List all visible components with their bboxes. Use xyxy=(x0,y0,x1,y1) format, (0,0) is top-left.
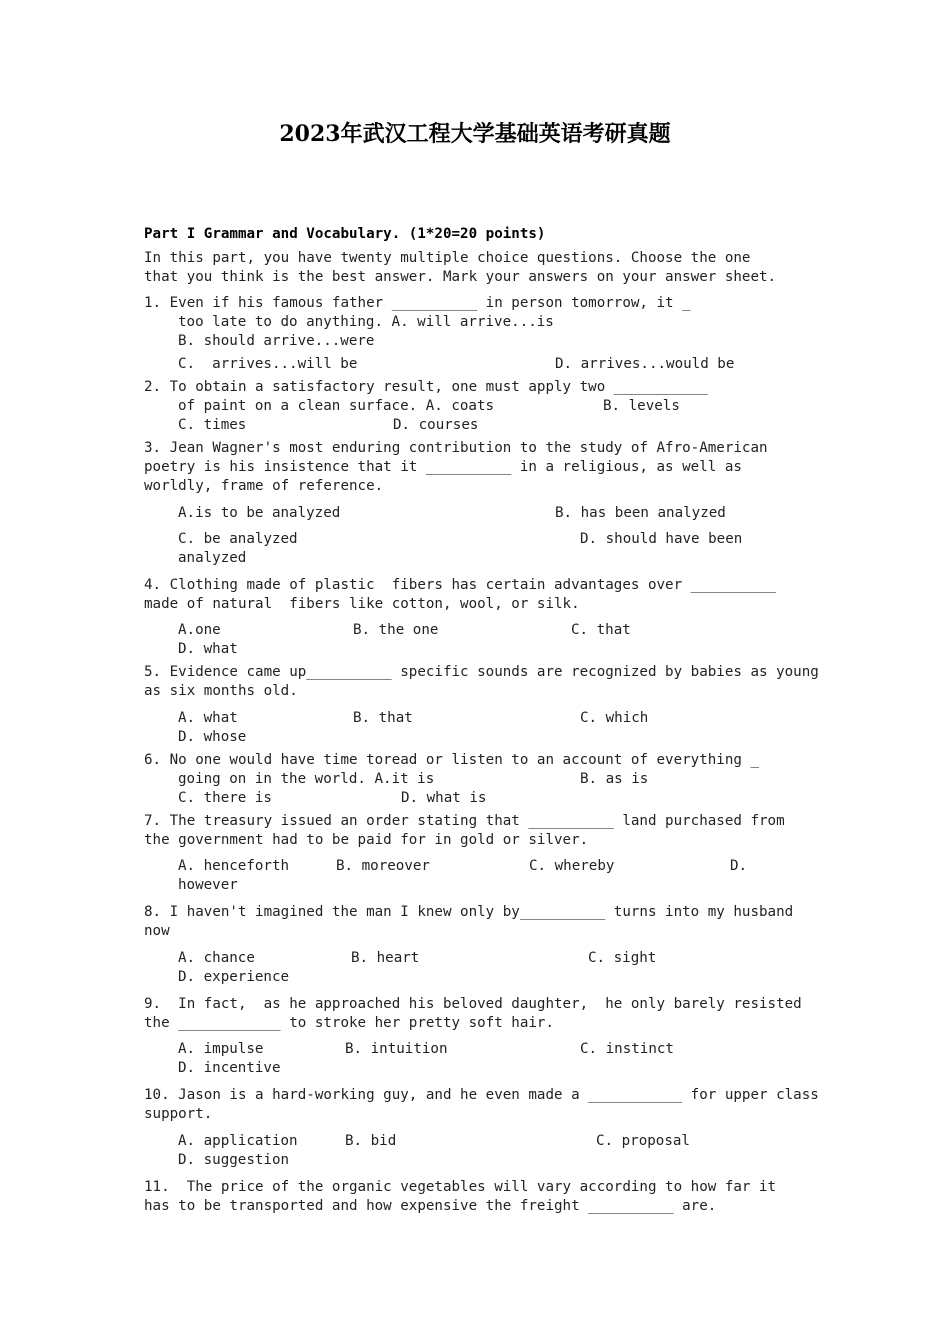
answer-option: D. xyxy=(730,858,748,874)
question-stem: the government had to be paid for in gold or silver. xyxy=(144,832,589,848)
answer-option: B. the one xyxy=(353,622,439,638)
answer-option: analyzed xyxy=(178,550,247,566)
question-stem: too late to do anything. A. will arrive...is xyxy=(178,314,554,330)
question-stem: 3. Jean Wagner's most enduring contribution to the study of Afro-American xyxy=(144,440,768,456)
answer-option: B. moreover xyxy=(336,858,430,874)
question-stem: 7. The treasury issued an order stating that __________ land purchased from xyxy=(144,813,785,829)
section-heading: Part I Grammar and Vocabulary. (1*20=20 points) xyxy=(144,226,546,242)
question-stem: made of natural fibers like cotton, wool, or silk. xyxy=(144,596,580,612)
answer-option: B. should arrive...were xyxy=(178,333,375,349)
answer-option: D. suggestion xyxy=(178,1152,290,1168)
instructions-line: In this part, you have twenty multiple choice questions. Choose the one xyxy=(144,250,751,266)
question-stem: of paint on a clean surface. A. coats xyxy=(178,398,495,414)
question-stem: 10. Jason is a hard-working guy, and he even made a ___________ for upper class xyxy=(144,1087,819,1103)
question-stem: as six months old. xyxy=(144,683,298,699)
question-stem: 9. In fact, as he approached his beloved daughter, he only barely resisted xyxy=(144,996,802,1012)
answer-option: A.is to be analyzed xyxy=(178,505,341,521)
question-stem: 2. To obtain a satisfactory result, one must apply two ___________ xyxy=(144,379,708,395)
answer-option: A. impulse xyxy=(178,1041,264,1057)
question-stem: now xyxy=(144,923,170,939)
answer-option: D. experience xyxy=(178,969,290,985)
question-stem: 6. No one would have time toread or listen to an account of everything _ xyxy=(144,752,759,768)
answer-option: B. as is xyxy=(580,771,649,787)
answer-option: B. heart xyxy=(351,950,420,966)
question-stem: support. xyxy=(144,1106,213,1122)
answer-option: D. incentive xyxy=(178,1060,281,1076)
answer-option: D. what xyxy=(178,641,238,657)
answer-option: B. bid xyxy=(345,1133,397,1149)
answer-option: C. sight xyxy=(588,950,657,966)
question-stem: the ____________ to stroke her pretty soft hair. xyxy=(144,1015,554,1031)
answer-option: A. what xyxy=(178,710,238,726)
answer-option: D. what is xyxy=(401,790,487,806)
answer-option: D. should have been xyxy=(580,531,743,547)
answer-option: C. which xyxy=(580,710,649,726)
question-stem: has to be transported and how expensive the freight __________ are. xyxy=(144,1198,717,1214)
answer-option: B. levels xyxy=(603,398,680,414)
answer-option: A. henceforth xyxy=(178,858,290,874)
answer-option: A. chance xyxy=(178,950,255,966)
answer-option: B. has been analyzed xyxy=(555,505,726,521)
answer-option: however xyxy=(178,877,238,893)
question-stem: poetry is his insistence that it __________ in a religious, as well as xyxy=(144,459,742,475)
answer-option: C. whereby xyxy=(529,858,615,874)
answer-option: C. be analyzed xyxy=(178,531,298,547)
answer-option: C. proposal xyxy=(596,1133,690,1149)
question-stem: going on in the world. A.it is xyxy=(178,771,435,787)
question-stem: 4. Clothing made of plastic fibers has certain advantages over __________ xyxy=(144,577,777,593)
question-stem: 1. Even if his famous father __________ in person tomorrow, it _ xyxy=(144,295,691,311)
answer-option: C. that xyxy=(571,622,631,638)
answer-option: C. times xyxy=(178,417,247,433)
instructions-line: that you think is the best answer. Mark your answers on your answer sheet. xyxy=(144,269,777,285)
question-stem: 11. The price of the organic vegetables will vary according to how far it xyxy=(144,1179,777,1195)
question-stem: worldly, frame of reference. xyxy=(144,478,384,494)
answer-option: D. whose xyxy=(178,729,247,745)
page-title: 2023年武汉工程大学基础英语考研真题 xyxy=(279,121,671,147)
answer-option: B. that xyxy=(353,710,413,726)
answer-option: A. application xyxy=(178,1133,298,1149)
answer-option: C. there is xyxy=(178,790,272,806)
answer-option: A.one xyxy=(178,622,221,638)
question-stem: 5. Evidence came up__________ specific sounds are recognized by babies as young xyxy=(144,664,819,680)
question-stem: 8. I haven't imagined the man I knew only by__________ turns into my husband xyxy=(144,904,794,920)
answer-option: B. intuition xyxy=(345,1041,448,1057)
answer-option: D. courses xyxy=(393,417,479,433)
answer-option: C. instinct xyxy=(580,1041,674,1057)
answer-option: C. arrives...will be xyxy=(178,356,358,372)
answer-option: D. arrives...would be xyxy=(555,356,735,372)
